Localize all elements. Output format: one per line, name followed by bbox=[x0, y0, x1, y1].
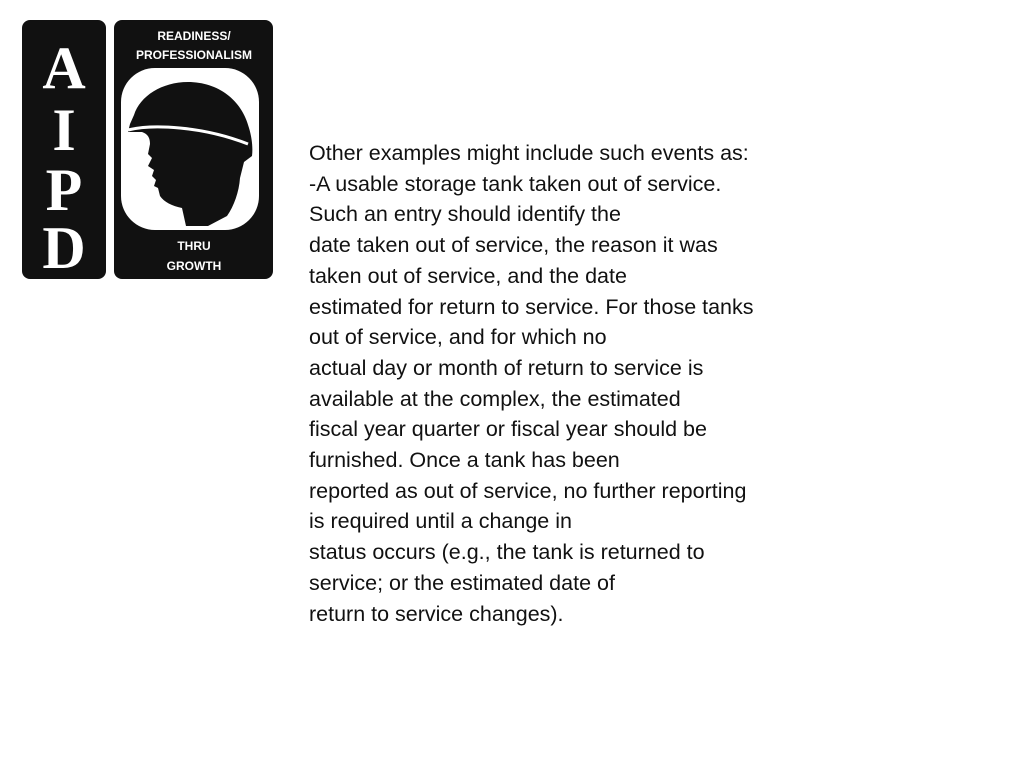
logo-caption-readiness: READINESS/ bbox=[157, 29, 231, 43]
body-line: taken out of service, and the date bbox=[309, 263, 627, 288]
logo-caption-professionalism: PROFESSIONALISM bbox=[135, 48, 253, 62]
aipd-emblem bbox=[22, 20, 273, 279]
body-line: estimated for return to service. For those tanks bbox=[309, 294, 754, 319]
logo-letter-i: I bbox=[52, 97, 76, 163]
body-line: service; or the estimated date of bbox=[309, 570, 615, 595]
logo-letter-a: A bbox=[42, 35, 86, 101]
body-line: Such an entry should identify the bbox=[309, 202, 621, 227]
body-line: -A usable storage tank taken out of service. bbox=[309, 171, 722, 196]
body-line: date taken out of service, the reason it was bbox=[309, 233, 718, 258]
logo-caption-growth: GROWTH bbox=[166, 259, 222, 273]
body-line: reported as out of service, no further reporting bbox=[309, 478, 747, 503]
body-line: available at the complex, the estimated bbox=[309, 386, 681, 411]
logo-letter-d: D bbox=[42, 215, 86, 279]
body-line: return to service changes). bbox=[309, 601, 564, 626]
aipd-logo bbox=[22, 20, 273, 279]
body-line: Other examples might include such events as: bbox=[309, 141, 749, 165]
logo-letter-p: P bbox=[45, 157, 83, 223]
body-line: furnished. Once a tank has been bbox=[309, 448, 620, 473]
body-line: actual day or month of return to service is bbox=[309, 355, 704, 380]
body-line: fiscal year quarter or fiscal year should be bbox=[309, 417, 707, 442]
body-line: status occurs (e.g., the tank is returned to bbox=[309, 540, 705, 565]
logo-caption-thru: THRU bbox=[177, 239, 211, 253]
slide-body-text bbox=[309, 138, 819, 629]
body-line: out of service, and for which no bbox=[309, 325, 607, 350]
body-line: is required until a change in bbox=[309, 509, 572, 534]
